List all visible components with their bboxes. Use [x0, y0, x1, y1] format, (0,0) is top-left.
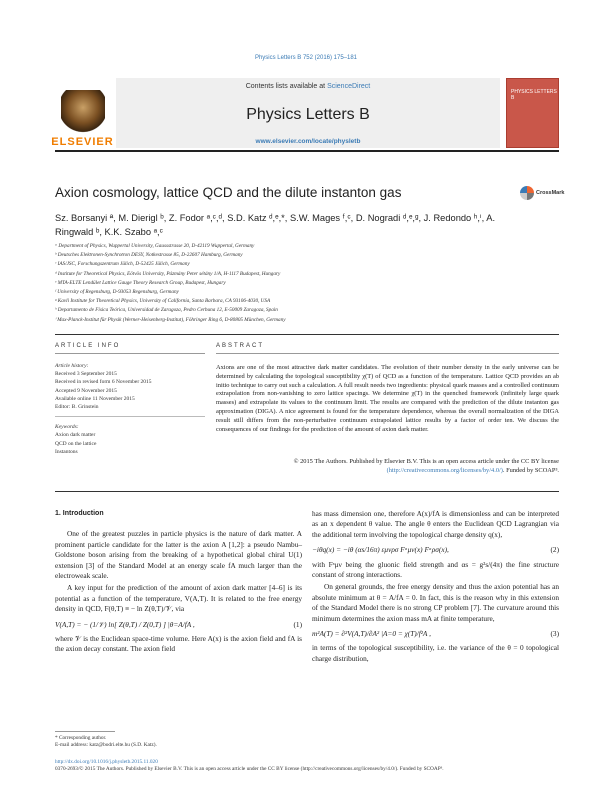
history-item: Accepted 9 November 2015 [55, 387, 117, 394]
footnote-divider [55, 731, 115, 732]
affiliation: ᶜ IAS/JSC, Forschungszentrum Jülich, D-52425 Jülich, Germany [55, 261, 190, 268]
article-info-heading: ARTICLE INFO [55, 343, 121, 349]
crossmark-label: CrossMark [536, 190, 565, 196]
equation-number: (1) [293, 619, 302, 629]
contents-line [116, 83, 500, 90]
keywords-divider [55, 416, 205, 417]
history-label: Article history: [55, 363, 89, 369]
abstract-heading: ABSTRACT [216, 343, 265, 349]
affiliation-list [55, 242, 555, 325]
equation-1 [55, 620, 302, 630]
doi-block [55, 759, 559, 773]
section-divider [55, 334, 559, 335]
journal-title: Physics Letters B [246, 106, 370, 123]
body-divider [55, 491, 559, 492]
equation-body: m²A(T) = ∂²V(A,T)/∂A² |A=0 = χ(T)/f²A , [312, 629, 431, 639]
license-link[interactable]: (http://creativecommons.org/licenses/by/4.0/) [386, 466, 503, 474]
paragraph: A key input for the prediction of the amount of axion dark matter [4–6] is its potential as a function of the temperature, V(A,T). It is related to the free energy density in QCD, F(θ,T) ≡ − ln Z(θ,T)/𝒱, via [55, 583, 302, 614]
publisher-name: ELSEVIER [51, 136, 114, 148]
equation-3 [312, 629, 559, 639]
affiliation: ᵉ MTA-ELTE Lendület Lattice Gauge Theory Research Group, Budapest, Hungary [55, 279, 226, 286]
contents-prefix: Contents lists available at [245, 83, 328, 90]
equation-2 [312, 545, 559, 555]
right-column [312, 509, 559, 666]
tree-icon [61, 90, 105, 134]
affiliation: ʰ Departamento de Física Teórica, Universidad de Zaragoza, Pedro Cerbuna 12, E-50009 Zaragoza, Spain [55, 307, 278, 314]
affiliation: ᵇ Deutsches Elektronen-Synchrotron DESY, Notkestrasse 85, D-22607 Hamburg, Germany [55, 252, 243, 259]
affiliation: ᵃ Department of Physics, Wuppertal University, Gaussstrasse 20, D-42119 Wuppertal, Germany [55, 243, 255, 249]
journal-cover-image [506, 78, 559, 148]
journal-header [51, 78, 559, 148]
paragraph: On general grounds, the free energy density and thus the axion potential has an absolute minimum at θ = A/fA = 0. In fact, this is the reason why in this extension of the Standard Model there is no strong CP problem [7]. The curvature around this minimum determines the axion mass mA at finite temperature, [312, 582, 559, 623]
journal-reference[interactable]: Physics Letters B 752 (2016) 175–181 [254, 55, 358, 61]
equation-number: (2) [550, 545, 559, 555]
affiliation: ᵈ Institute for Theoretical Physics, Eötvös University, Pázmány Peter sétány 1/A, H-1117 Budapest, Hungary [55, 270, 281, 277]
left-column [55, 509, 302, 657]
history-item: Received in revised form 6 November 2015 [55, 379, 152, 386]
keyword: Axion dark matter [55, 432, 96, 439]
paragraph: has mass dimension one, therefore A(x)/fA is dimensionless and can be interpreted as an x dependent θ value. The angle θ enters the Euclidean QCD Lagrangian via the additional term involving the topological charge density q(x), [312, 509, 559, 539]
cover-title: PHYSICS LETTERS B [511, 89, 557, 101]
paragraph: where 𝒱 is the Euclidean space-time volume. Here A(x) is the axion field and fA is the axion decay constant. The axion field [55, 634, 302, 654]
article-title: Axion cosmology, lattice QCD and the dilute instanton gas [55, 185, 402, 200]
doi-link[interactable]: http://dx.doi.org/10.1016/j.physletb.2015.11.020 [55, 759, 158, 765]
copyright-text: © 2015 The Authors. Published by Elsevier B.V. This is an open access article under the CC BY license [293, 458, 559, 465]
history-item: Received 3 September 2015 [55, 371, 117, 378]
paragraph: in terms of the topological susceptibility, i.e. the variance of the θ = 0 topological charge distribution, [312, 643, 559, 663]
crossmark-button[interactable] [520, 186, 564, 200]
keyword: Instantons [55, 448, 78, 455]
history-item: Available online 11 November 2015 [55, 395, 135, 402]
paragraph: with Fᵃμν being the gluonic field strength and αs = g²s/(4π) the fine structure constant of strong interactions. [312, 559, 559, 580]
license-footer: 0370-2693/© 2015 The Authors. Published by Elsevier B.V. This is an open access article under the CC BY license (http://creativecommons.org/licenses/by/4.0/). Funded by SCOAP³. [55, 766, 444, 773]
section-heading: 1. Introduction [55, 510, 104, 517]
sciencedirect-link[interactable]: ScienceDirect [327, 83, 371, 90]
header-divider [55, 150, 559, 152]
journal-url-link[interactable]: www.elsevier.com/locate/physletb [255, 138, 361, 145]
affiliation: ᶠ University of Regensburg, D-93053 Regensburg, Germany [55, 289, 179, 296]
history-item: Editor: B. Grinstein [55, 404, 99, 411]
email-note[interactable]: E-mail address: katz@bodri.elte.hu (S.D. Katz). [55, 742, 157, 749]
abstract-text: Axions are one of the most attractive dark matter candidates. The evolution of their number density in the early universe can be determined by calculating the topological susceptibility χ(T) of QCD as a function of the temperature. Lattice QCD provides an ab initio technique to carry out such a calculation. A full result needs two ingredients: physical quark masses and a controlled continuum extrapolation from non-vanishing to zero lattice spacings. We determine χ(T) in the quenched framework (infinitely large quark masses) and extrapolate its values to the continuum limit. The results are compared with the prediction of the dilute instanton gas approximation (DIGA). A nice agreement is found for the temperature dependence, whereas the overall normalization of the DIGA result still differs from the non-perturbative continuum extrapolated lattice results by a factor of order ten. We discuss the consequences of our findings for the prediction of the amount of axion dark matter. [216, 364, 559, 433]
keyword: QCD on the lattice [55, 440, 97, 447]
affiliation: ᵍ Kavli Institute for Theoretical Physics, University of California, Santa Barbara, CA 93106-4030, USA [55, 298, 271, 305]
equation-body: −iθq(x) = −iθ (αs/16π) εμνρσ Fᵃμν(x) Fᵃρσ(x), [312, 545, 449, 555]
corresponding-author-note: * Corresponding author. [55, 735, 107, 741]
journal-banner [116, 78, 500, 148]
abstract-divider [216, 353, 559, 354]
elsevier-logo [51, 78, 114, 148]
equation-number: (3) [550, 629, 559, 639]
affiliation: ⁱ Max-Planck-Institut für Physik (Werner-Heisenberg-Institut), Föhringer Ring 6, D-80805 München, Germany [55, 316, 286, 323]
article-info [55, 362, 205, 456]
equation-body: V(A,T) = − (1/𝒱) ln[ Z(θ,T) / Z(0,T) ] |θ=A/fA , [55, 619, 195, 629]
info-divider [55, 353, 205, 354]
footnote [55, 735, 300, 749]
crossmark-icon [520, 186, 534, 200]
funding-text: . Funded by SCOAP³. [502, 466, 559, 474]
author-list: Sz. Borsanyi ª, M. Dierigl ᵇ, Z. Fodor ᵃ,ᶜ,ᵈ, S.D. Katz ᵈ,ᵉ,*, S.W. Mages ᶠ,ᶜ, D. Nogradi ᵈ,ᵉ,ᵍ, J. Redondo ʰ,ⁱ, A. Ringwald ᵇ, K.K. Szabo ᵃ,ᶜ [55, 213, 496, 237]
paragraph: One of the greatest puzzles in particle physics is the nature of dark matter. A prominent particle candidate for the latter is the axion A [1,2]: a pseudo Nambu–Goldstone boson arising from the breaking of a hypothetical global chiral U(1) extension [3] of the Standard Model at an energy scale fA much larger than the electroweak scale. [55, 529, 302, 581]
copyright-notice [216, 458, 559, 476]
keywords-label: Keywords: [55, 424, 79, 431]
